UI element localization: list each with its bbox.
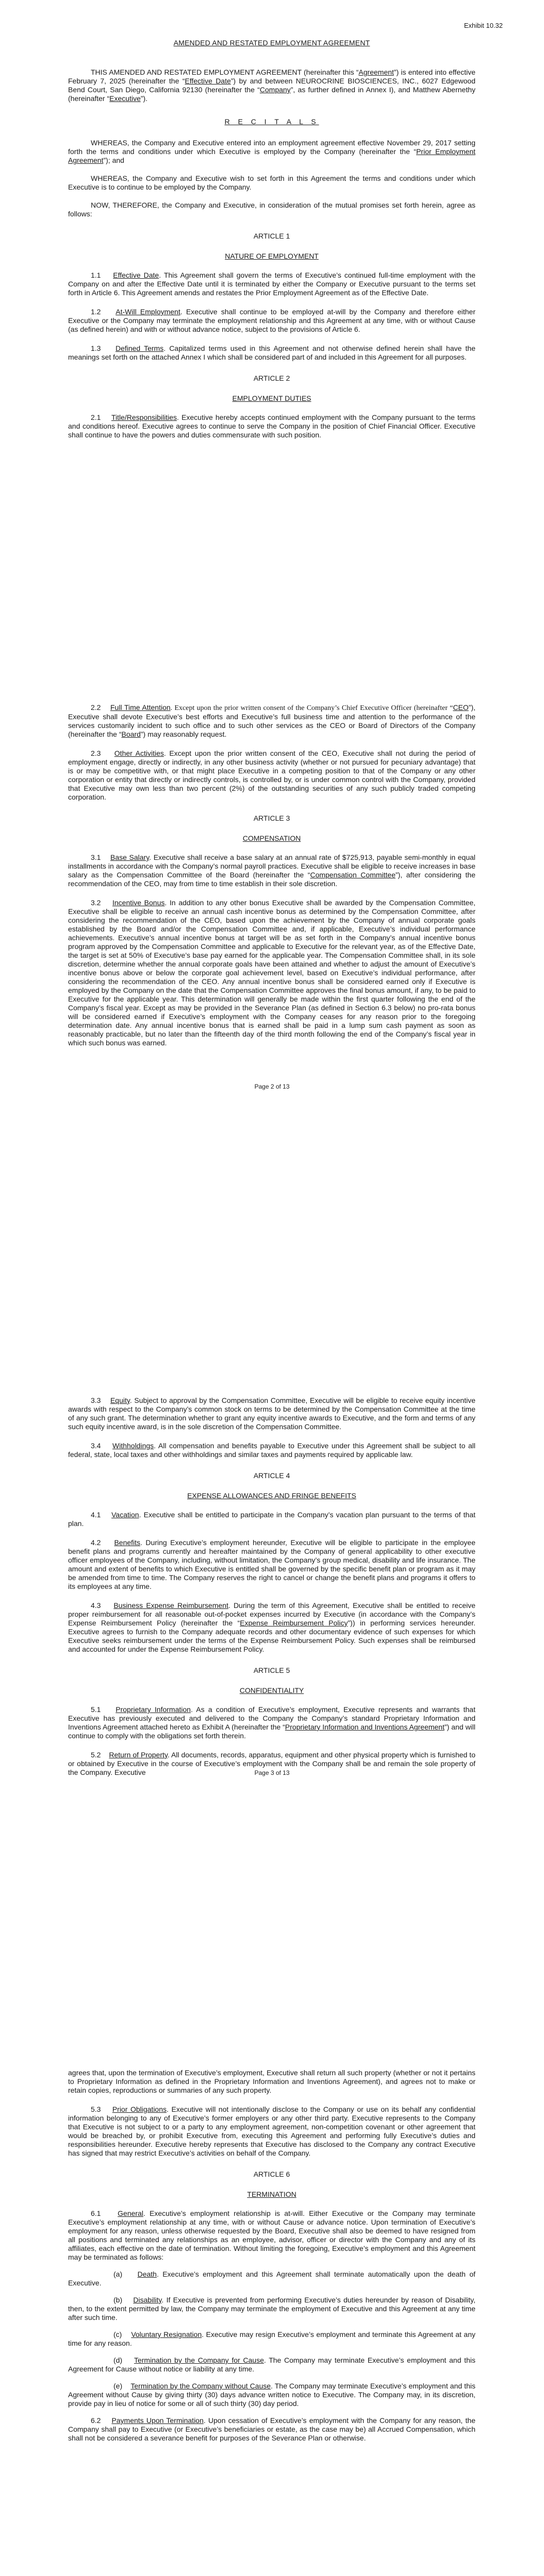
page-1-content xyxy=(68,39,475,439)
section-1-3: 1.3 Defined Terms. Capitalized terms used in this Agreement and not otherwise defined herein shall have the meanings set forth on the attached Annex I which shall be considered part of and included in this Agreement for all purposes. xyxy=(68,344,475,361)
section-2-2: 2.2 Full Time Attention. Except upon the prior written consent of the Company’s Chief Executive Officer (hereinafter “CEO”), Executive shall devote Executive’s best efforts and Executive’s full business time and attention to the performance of the services customarily incident to such office and to such other services as the CEO or Board of Directors of the Company (hereinafter the “Board”) may reasonably request. xyxy=(68,703,475,738)
section-4-2: 4.2 Benefits. During Executive’s employment hereunder, Executive will be eligible to participate in the employee benefit plans and programs currently and hereafter maintained by the Company of general applicability to other executive officer employees of the Company, including, without limitation, the Company’s group medical, disability and life insurance. The amount and extent of benefits to which Executive is entitled shall be governed by the specific benefit plan or program as it may be amended from time to time. The Company reserves the right to cancel or change the benefit plans and programs it offers to its employees at any time. xyxy=(68,1538,475,1590)
section-5-1: 5.1 Proprietary Information. As a condition of Executive’s employment, Executive represents and warrants that Executive has previously executed and delivered to the Company the Company’s standard Proprietary Information and Inventions Agreement attached hereto as Exhibit A (hereinafter the “Proprietary Information and Inventions Agreement”) and will continue to comply with the obligations set forth therein. xyxy=(68,1705,476,1740)
article-4-label: ARTICLE 4 xyxy=(253,1471,290,1480)
section-6-1-a: (a) Death. Executive’s employment and this Agreement shall terminate automatically upon the death of Executive. xyxy=(68,2270,475,2287)
recitals-heading: R E C I T A L S xyxy=(224,117,319,126)
section-6-1-e: (e) Termination by the Company without Cause. The Company may terminate Executive’s employment and this Agreement without Cause by giving thirty (30) days advance written notice to Executive. The Company may, in its discretion, provide pay in lieu of notice for some or all of such thirty (30) day period. xyxy=(68,2382,475,2408)
page-3-content xyxy=(68,1396,475,1777)
whereas-1: WHEREAS, the Company and Executive entered into an employment agreement effective November 29, 2017 setting forth the terms and conditions under which Executive is employed by the Company (hereinafter the “Prior Employment Agreement”); and xyxy=(68,139,475,164)
section-6-1-c: (c) Voluntary Resignation. Executive may resign Executive’s employment and terminate this Agreement at any time for any reason. xyxy=(68,2330,475,2347)
section-5-2: 5.2 Return of Property. All documents, records, apparatus, equipment and other physical property which is furnished to or obtained by Executive in the course of Executive’s employment with the Company shall be and remain the sole property of the Company. Executive xyxy=(68,1751,475,1776)
section-1-1: 1.1 Effective Date. This Agreement shall govern the terms of Executive’s continued full-time employment with the Company on and after the Effective Date until it is terminated by either the Company or Executive pursuant to the terms set forth in Article 6. This Agreement amends and restates the Prior Employment Agreement as of the Effective Date. xyxy=(68,271,475,297)
section-6-1-d: (d) Termination by the Company for Cause. The Company may terminate Executive’s employment and this Agreement for Cause without notice or liability at any time. xyxy=(68,2356,475,2373)
article-2-label: ARTICLE 2 xyxy=(253,374,290,382)
document-title: AMENDED AND RESTATED EMPLOYMENT AGREEMENT xyxy=(173,39,370,47)
page-number-2: Page 2 of 13 xyxy=(254,1083,290,1090)
section-3-2: 3.2 Incentive Bonus. In addition to any other bonus Executive shall be awarded by the Compensation Committee, Executive shall be eligible to receive an annual cash incentive bonus as determined by the Compensation Committee, after considering the recommendation of the CEO, based upon the achievement by the Company of annual corporate goals established by the Board and/or the Compensation Committee and, if applicable, Executive’s individual performance achievements. Executive’s annual incentive bonus at target will be as set forth in the Company’s annual incentive bonus program approved by the Compensation Committee and applicable to Executive for the relevant year, as of the Effective Date, the target is set at 50% of Executive’s base pay earned for the applicable year. The Compensation Committee shall, in its sole discretion, determine whether the annual corporate goals have been attained and whether to adjust the amount of Executive’s incentive bonus above or below the corporate goal achievement level, based on Executive’s individual performance, after considering the recommendation of the CEO. Any annual incentive bonus shall be considered earned only if Executive is employed by the Company on the date that the Compensation Committee approves the final bonus amount, if any, to be paid to Executive for the applicable year. This determination will generally be made within the first quarter following the end of the Company’s fiscal year. Except as may be provided in the Severance Plan (as defined in Section 6.3 below) no pro-rata bonus will be considered earned if Executive’s employment with the Company ceases for any reason prior to the foregoing determination date. Any annual incentive bonus that is earned shall be paid in a lump sum cash payment as soon as reasonably practicable, but no later than the fifteenth day of the third month following the end of the Company’s fiscal year in which such bonus was earned. xyxy=(68,899,475,1047)
intro-paragraph: THIS AMENDED AND RESTATED EMPLOYMENT AGREEMENT (hereinafter this “Agreement”) is entered into effective February 7, 2025 (hereinafter the “Effective Date”) by and between NEUROCRINE BIOSCIENCES, INC., 6027 Edgewood Bend Court, San Diego, California 92130 (hereinafter the “Company”, as further defined in Annex I), and Matthew Abernethy (hereinafter “Executive”). xyxy=(68,68,476,103)
article-6-name: TERMINATION xyxy=(247,2190,296,2198)
article-1-name: NATURE OF EMPLOYMENT xyxy=(225,252,319,260)
now-therefore: NOW, THEREFORE, the Company and Executive, in consideration of the mutual promises set forth herein, agree as follows: xyxy=(68,201,475,218)
section-6-2: 6.2 Payments Upon Termination. Upon cessation of Executive’s employment with the Company for any reason, the Company shall pay to Executive (or Executive’s beneficiaries or estate, as the case may be) all Accrued Compensation, which shall not be considered a severance benefit for purposes of the Severance Plan or otherwise. xyxy=(68,2416,476,2442)
section-4-1: 4.1 Vacation. Executive shall be entitled to participate in the Company’s vacation plan pursuant to the terms of that plan. xyxy=(68,1511,475,1528)
section-3-1: 3.1 Base Salary. Executive shall receive a base salary at an annual rate of $725,913, payable semi-monthly in equal installments in accordance with the Company’s normal payroll practices. Executive shall be eligible to receive increases in base salary as the Compensation Committee of the Board (hereinafter the “Compensation Committee”), after considering the recommendation of the CEO, may from time to time establish in their sole discretion. xyxy=(68,853,475,888)
section-3-3: 3.3 Equity. Subject to approval by the Compensation Committee, Executive will be eligible to receive equity incentive awards with respect to the Company’s common stock on terms to be determined by the Compensation Committee at the time of any such grant. The determination whether to grant any equity incentive awards to Executive, and the form and terms of any such equity incentive award, is in the sole discretion of the Compensation Committee. xyxy=(68,1396,475,1431)
section-2-3: 2.3 Other Activities. Except upon the prior written consent of the CEO, Executive shall not during the period of employment engage, directly or indirectly, in any other business activity (whether or not pursued for pecuniary advantage) that is or may be competitive with, or that might place Executive in a competing position to that of the Company or any other corporation or entity that directly or indirectly controls, is controlled by, or is under common control with the Company, provided that Executive may own less than two percent (2%) of the outstanding securities of any such publicly traded competing corporation. xyxy=(68,749,476,801)
article-1-label: ARTICLE 1 xyxy=(253,232,290,240)
section-1-2: 1.2 At-Will Employment. Executive shall continue to be employed at-will by the Company and therefore either Executive or the Company may terminate the employment relationship and this Agreement at any time, with or without Cause (as defined herein) and with or without advance notice, subject to the provisions of Article 6. xyxy=(68,308,475,333)
section-2-1: 2.1 Title/Responsibilities. Executive hereby accepts continued employment with the Company pursuant to the terms and conditions hereof. Executive agrees to continue to serve the Company in the position of Chief Financial Officer. Executive shall continue to have the powers and duties commensurate with such position. xyxy=(68,413,475,439)
page-2-content xyxy=(68,703,475,1047)
section-6-1: 6.1 General. Executive’s employment relationship is at-will. Either Executive or the Company may terminate Executive’s employment relationship at any time, with or without Cause or advance notice. Upon termination of Executive’s employment for any reason, unless otherwise requested by the Board, Executive shall also be deemed to have resigned from all positions and terminated any relationships as an employee, advisor, officer or director with the Company and any of its affiliates, each effective on the date of termination. Without limiting the foregoing, Executive’s employment and this Agreement may be terminated as follows: xyxy=(68,2209,475,2261)
article-4-name: EXPENSE ALLOWANCES AND FRINGE BENEFITS xyxy=(187,1492,356,1500)
article-6-label: ARTICLE 6 xyxy=(253,2170,290,2178)
article-3-name: COMPENSATION xyxy=(242,834,301,842)
section-5-3: 5.3 Prior Obligations. Executive will not intentionally disclose to the Company or use on its behalf any confidential information belonging to any of Executive’s former employers or any other third party. Executive represents to the Company that Executive is not subject to or a party to any employment agreement, non-competition covenant or other agreement that would be breached by, or prohibit Executive from, executing this Agreement and performing fully Executive’s duties and responsibilities hereunder. Executive hereby represents that Executive has disclosed to the Company any contract Executive has signed that may restrict Executive’s activities on behalf of the Company. xyxy=(68,2105,475,2157)
page-4-content xyxy=(68,2069,475,2443)
section-3-4: 3.4 Withholdings. All compensation and benefits payable to Executive under this Agreement shall be subject to all federal, state, local taxes and other withholdings and similar taxes and payments required by applicable law. xyxy=(68,1442,475,1459)
article-3-label: ARTICLE 3 xyxy=(253,814,290,822)
article-2-name: EMPLOYMENT DUTIES xyxy=(232,394,311,402)
page-number-3: Page 3 of 13 xyxy=(254,1769,290,1776)
article-5-label: ARTICLE 5 xyxy=(253,1666,290,1674)
section-6-1-b: (b) Disability. If Executive is prevented from performing Executive’s duties hereunder by reason of Disability, then, to the extent permitted by law, the Company may terminate the employment of Executive and this Agreement at any time after such time. xyxy=(68,2296,475,2321)
section-4-3: 4.3 Business Expense Reimbursement. During the term of this Agreement, Executive shall be entitled to receive proper reimbursement for all reasonable out-of-pocket expenses incurred by Executive (in accordance with the Company’s Expense Reimbursement Policy (hereinafter the “Expense Reimbursement Policy”)) in performing services hereunder. Executive agrees to furnish to the Company adequate records and other documentary evidence of such expenses for which Executive seeks reimbursement under the terms of the Expense Reimbursement Policy. Such expenses shall be reimbursed and accounted for under the Expense Reimbursement Policy. xyxy=(68,1601,476,1653)
section-5-2-continued: agrees that, upon the termination of Executive’s employment, Executive shall return all such property (whether or not it pertains to Proprietary Information as defined in the Proprietary Information and Inventions Agreement), and agrees not to make or retain copies, reproductions or summaries of any such property. xyxy=(68,2069,475,2094)
whereas-2: WHEREAS, the Company and Executive wish to set forth in this Agreement the terms and conditions under which Executive is to continue to be employed by the Company. xyxy=(68,174,475,191)
article-5-name: CONFIDENTIALITY xyxy=(239,1686,304,1694)
exhibit-label: Exhibit 10.32 xyxy=(464,22,503,29)
